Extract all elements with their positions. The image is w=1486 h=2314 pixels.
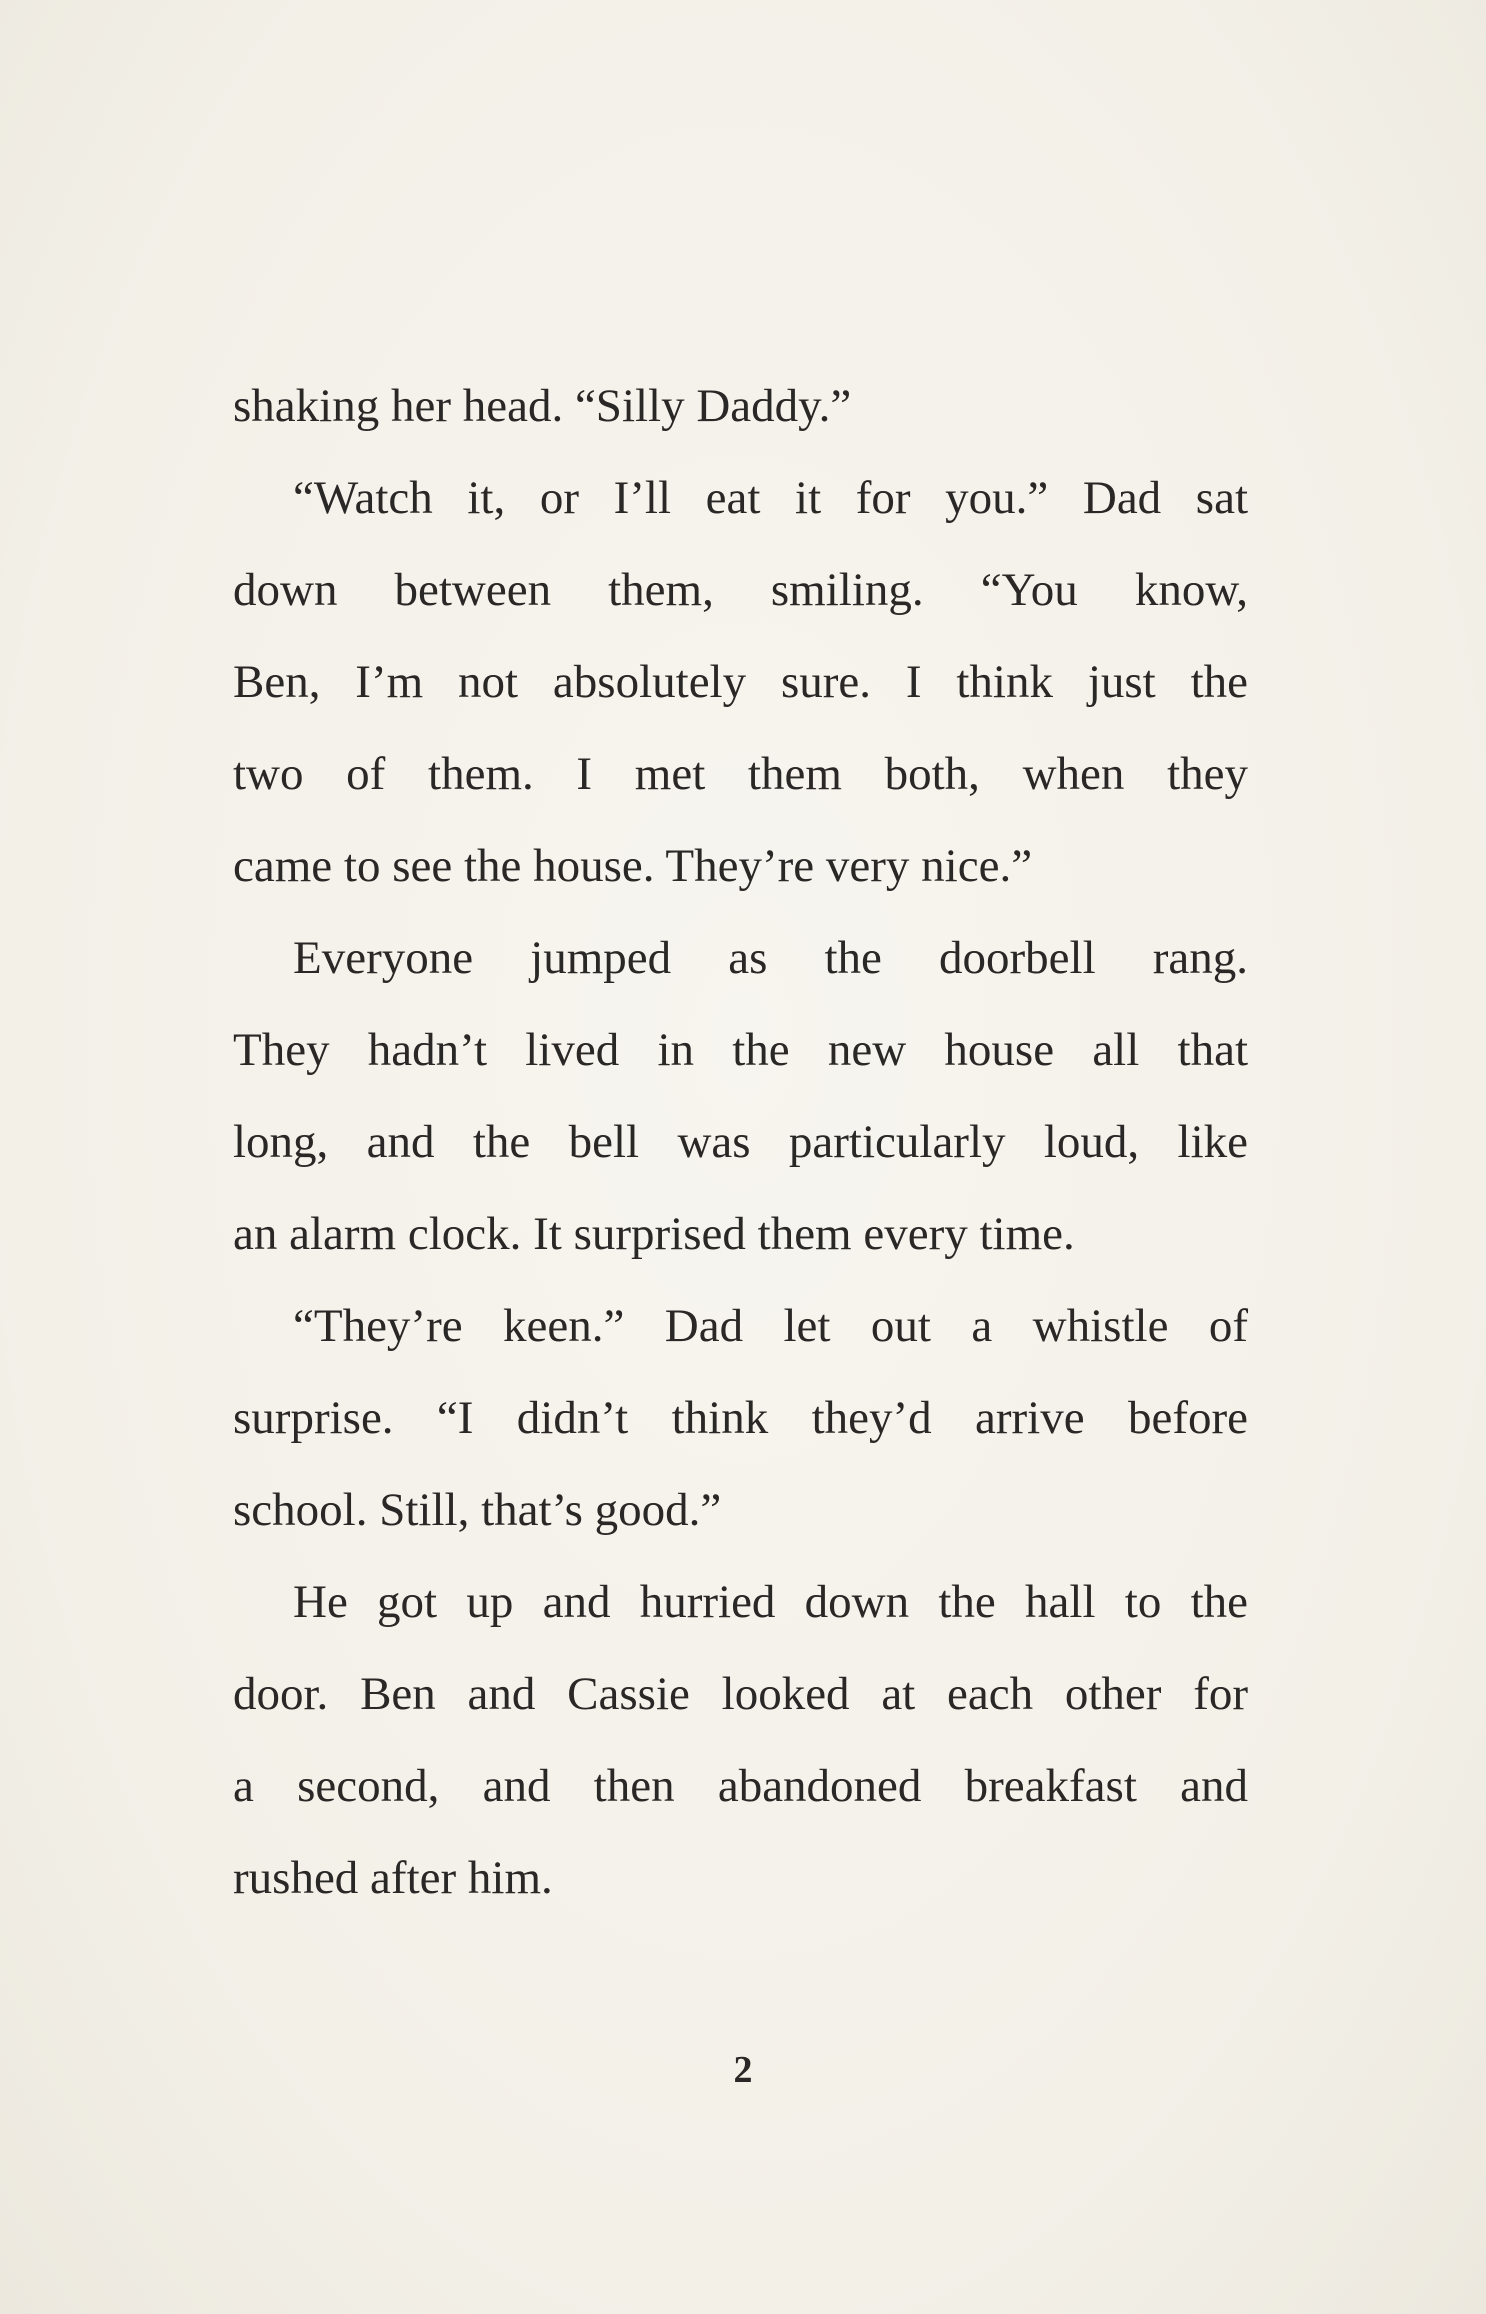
text-line: Everyone jumped as the doorbell rang. [293,932,1248,984]
text-line: came to see the house. They’re very nice.” [233,840,1033,892]
text-line: an alarm clock. It surprised them every time. [233,1208,1075,1260]
text-line: long, and the bell was particularly loud, like [233,1116,1248,1168]
text-line: “Watch it, or I’ll eat it for you.” Dad sat [293,472,1248,524]
body-text [233,360,1248,1924]
text-line: a second, and then abandoned breakfast and [233,1760,1248,1812]
text-line: down between them, smiling. “You know, [233,564,1248,616]
text-line: They hadn’t lived in the new house all that [233,1024,1248,1076]
text-line: two of them. I met them both, when they [233,748,1248,800]
text-line: surprise. “I didn’t think they’d arrive before [233,1392,1248,1444]
text-line: rushed after him. [233,1852,553,1904]
text-line: “They’re keen.” Dad let out a whistle of [293,1300,1248,1352]
page-number: 2 [733,2049,753,2091]
text-line: He got up and hurried down the hall to the [293,1576,1248,1628]
text-line: shaking her head. “Silly Daddy.” [233,380,852,432]
text-line: school. Still, that’s good.” [233,1484,722,1536]
text-line: Ben, I’m not absolutely sure. I think just the [233,656,1248,708]
text-line: door. Ben and Cassie looked at each other for [233,1668,1248,1720]
